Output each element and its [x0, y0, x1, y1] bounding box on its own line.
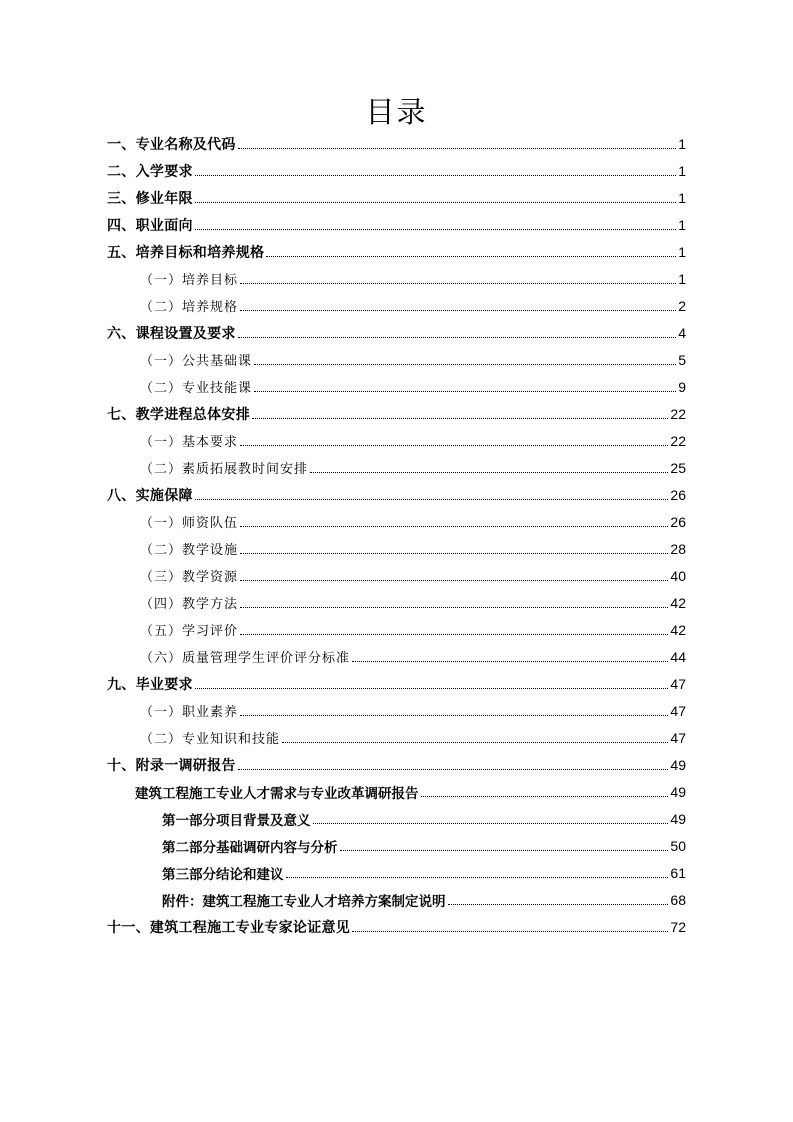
toc-entry-page-number: 5 [678, 351, 686, 368]
toc-entry[interactable] [0, 643, 793, 670]
dot-leader [195, 202, 676, 203]
toc-entry[interactable] [0, 373, 793, 400]
dot-leader [240, 283, 676, 284]
dot-leader [240, 553, 668, 554]
page-title: 目录 [365, 95, 428, 129]
dot-leader [240, 607, 668, 608]
dot-leader [252, 418, 668, 419]
toc-entry-page-number: 1 [678, 135, 686, 152]
toc-entry-title: 七、教学进程总体安排 [107, 406, 250, 423]
toc-entry[interactable] [0, 130, 793, 157]
toc-entry-page-number: 22 [670, 405, 686, 422]
toc-entry[interactable] [0, 751, 793, 778]
toc-entry-page-number: 72 [670, 918, 686, 935]
toc-entry[interactable] [0, 292, 793, 319]
toc-entry[interactable] [0, 805, 793, 832]
toc-entry[interactable] [0, 157, 793, 184]
toc-entry-page-number: 42 [670, 621, 686, 638]
toc-entry[interactable] [0, 535, 793, 562]
toc-entry-page-number: 1 [678, 243, 686, 260]
toc-entry[interactable] [0, 184, 793, 211]
toc-entry[interactable] [0, 238, 793, 265]
dot-leader [240, 310, 676, 311]
toc-entry[interactable] [0, 697, 793, 724]
dot-leader [313, 823, 669, 824]
toc-entry-page-number: 26 [670, 486, 686, 503]
dot-leader [282, 742, 668, 743]
dot-leader [238, 148, 677, 149]
toc-entry[interactable] [0, 589, 793, 616]
dot-leader [448, 904, 669, 905]
toc-entry[interactable] [0, 265, 793, 292]
toc-entry-title: （三）教学资源 [140, 570, 239, 585]
toc-entry-title: （二）素质拓展教时间安排 [140, 462, 309, 477]
toc-entry-title: （二）教学设施 [140, 543, 239, 558]
toc-entry[interactable] [0, 616, 793, 643]
dot-leader [240, 445, 668, 446]
toc-entry-title: 三、修业年限 [107, 190, 193, 207]
dot-leader [421, 796, 669, 797]
dot-leader [352, 661, 668, 662]
toc-entry-title: （六）质量管理学生评价评分标准 [140, 651, 351, 666]
dot-leader [195, 175, 676, 176]
dot-leader [240, 634, 668, 635]
toc-entry-page-number: 44 [670, 648, 686, 665]
dot-leader [340, 850, 669, 851]
dot-leader [240, 580, 668, 581]
toc-entry-page-number: 1 [678, 216, 686, 233]
toc-entry[interactable] [0, 400, 793, 427]
toc-entry[interactable] [0, 508, 793, 535]
toc-entry-title: （五）学习评价 [140, 624, 239, 639]
toc-entry-title: 十一、建筑工程施工专业专家论证意见 [107, 919, 351, 936]
toc-entry[interactable] [0, 427, 793, 454]
toc-entry[interactable] [0, 454, 793, 481]
toc-entry-page-number: 40 [670, 567, 686, 584]
toc-entry-page-number: 49 [670, 783, 686, 800]
toc-entry-title: （一）师资队伍 [140, 516, 239, 531]
toc-entry-title: （二）专业知识和技能 [140, 732, 281, 747]
toc-entry-title: 第二部分基础调研内容与分析 [162, 839, 338, 856]
toc-entry-title: 六、课程设置及要求 [107, 325, 236, 342]
toc-entry-title: （一）基本要求 [140, 435, 239, 450]
toc-entry-page-number: 2 [678, 297, 686, 314]
toc-entry-title: （一）培养目标 [140, 273, 239, 288]
toc-entry-page-number: 47 [670, 729, 686, 746]
dot-leader [254, 364, 676, 365]
toc-entry-title: 一、专业名称及代码 [107, 136, 236, 153]
toc-entry[interactable] [0, 346, 793, 373]
toc-entry-title: 附件：建筑工程施工专业人才培养方案制定说明 [162, 893, 446, 910]
toc-entry[interactable] [0, 481, 793, 508]
toc-entry-page-number: 28 [670, 540, 686, 557]
toc-entry[interactable] [0, 859, 793, 886]
toc-entry-page-number: 1 [678, 270, 686, 287]
toc-entry[interactable] [0, 913, 793, 940]
toc-entry-page-number: 50 [670, 837, 686, 854]
dot-leader [195, 688, 669, 689]
toc-entry-title: 第一部分项目背景及意义 [162, 812, 311, 829]
dot-leader [310, 472, 668, 473]
toc-entry-title: （一）职业素养 [140, 705, 239, 720]
dot-leader [195, 229, 676, 230]
dot-leader [238, 769, 669, 770]
dot-leader [266, 256, 676, 257]
dot-leader [254, 391, 676, 392]
dot-leader [195, 499, 669, 500]
toc-entry-page-number: 25 [670, 459, 686, 476]
toc-entry-title: （二）专业技能课 [140, 381, 253, 396]
toc-entry[interactable] [0, 319, 793, 346]
toc-entry-page-number: 61 [670, 864, 686, 881]
dot-leader [286, 877, 669, 878]
toc-entry[interactable] [0, 211, 793, 238]
dot-leader [240, 526, 668, 527]
toc-entry-page-number: 26 [670, 513, 686, 530]
toc-entry-page-number: 1 [678, 189, 686, 206]
toc-entry[interactable] [0, 724, 793, 751]
dot-leader [352, 931, 668, 932]
dot-leader [238, 337, 677, 338]
toc-entry-page-number: 47 [670, 702, 686, 719]
toc-entry-title: 八、实施保障 [107, 487, 193, 504]
toc-entry[interactable] [0, 670, 793, 697]
toc-entry-title: 十、附录一调研报告 [107, 757, 236, 774]
toc-entry-page-number: 42 [670, 594, 686, 611]
toc-entry[interactable] [0, 886, 793, 913]
toc-entry-page-number: 1 [678, 162, 686, 179]
toc-entry-page-number: 68 [670, 891, 686, 908]
toc-entry[interactable] [0, 562, 793, 589]
toc-entry-title: （二）培养规格 [140, 300, 239, 315]
toc-entry-title: 第三部分结论和建议 [162, 866, 284, 883]
toc-entry-page-number: 49 [670, 756, 686, 773]
toc-entry[interactable] [0, 778, 793, 805]
toc-entry-page-number: 22 [670, 432, 686, 449]
toc-entry-title: （一）公共基础课 [140, 354, 253, 369]
toc-entry-page-number: 9 [678, 378, 686, 395]
toc-entry-title: 二、入学要求 [107, 163, 193, 180]
dot-leader [240, 715, 668, 716]
toc-entry-title: 四、职业面向 [107, 217, 193, 234]
toc-entry-page-number: 4 [678, 324, 686, 341]
toc-entry-title: 建筑工程施工专业人才需求与专业改革调研报告 [135, 785, 419, 802]
toc-entry-title: 九、毕业要求 [107, 676, 193, 693]
toc-entry-title: （四）教学方法 [140, 597, 239, 612]
toc-entry[interactable] [0, 832, 793, 859]
toc-entry-page-number: 47 [670, 675, 686, 692]
toc-entry-title: 五、培养目标和培养规格 [107, 244, 265, 261]
toc-entry-page-number: 49 [670, 810, 686, 827]
table-of-contents [0, 130, 793, 940]
